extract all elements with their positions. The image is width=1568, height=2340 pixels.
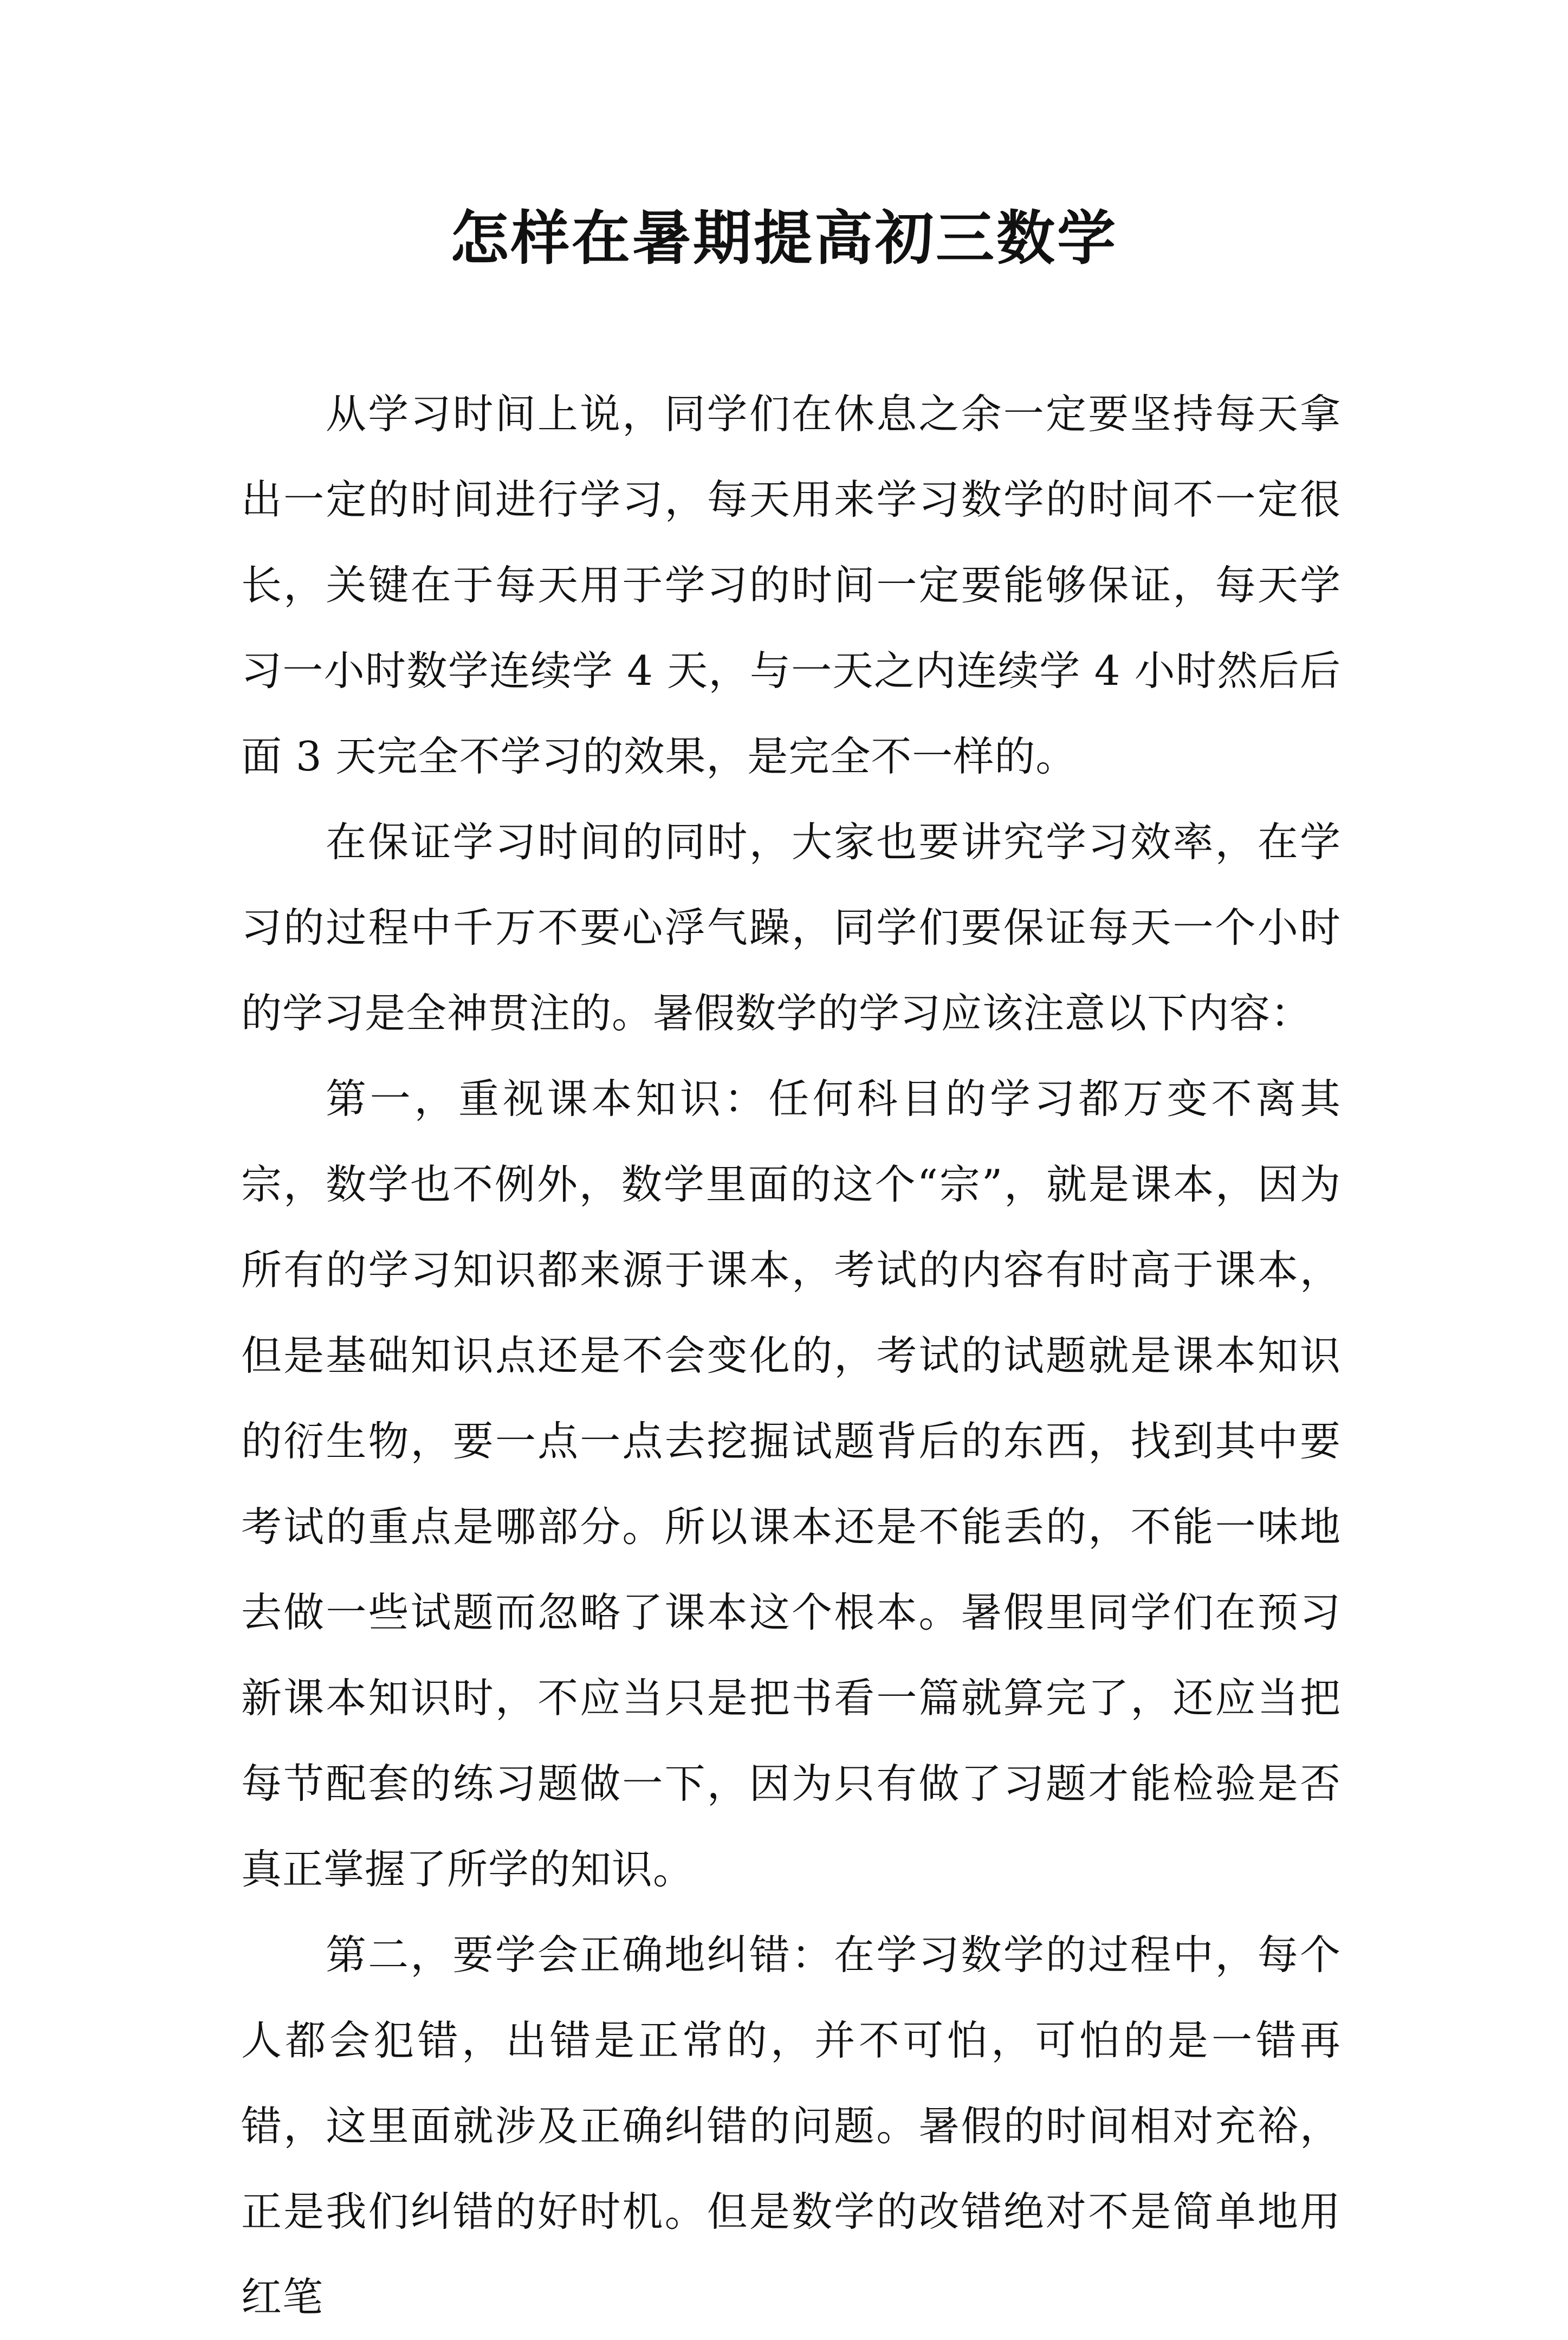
document-body — [241, 371, 1341, 2340]
paragraph-study-time: 从学习时间上说，同学们在休息之余一定要坚持每天拿出一定的时间进行学习，每天用来学习数学的时间不一定很长，关键在于每天用于学习的时间一定要能够保证，每天学习一小时数学连续学 4 天，与一天之内连续学 4 小时然后后面 3 天完全不学习的效果，是完全不一样的。 — [241, 390, 1341, 780]
document-title: 怎样在暑期提高初三数学 — [450, 204, 1118, 273]
paragraph-textbook-knowledge: 第一，重视课本知识：任何科目的学习都万变不离其宗，数学也不例外，数学里面的这个“宗”，就是课本，因为所有的学习知识都来源于课本，考试的内容有时高于课本，但是基础知识点还是不会变化的，考试的试题就是课本知识的衍生物，要一点一点去挖掘试题背后的东西，找到其中要考试的重点是哪部分。所以课本还是不能丢的，不能一味地去做一些试题而忽略了课本这个根本。暑假里同学们在预习新课本知识时，不应当只是把书看一篇就算完了，还应当把每节配套的练习题做一下，因为只有做了习题才能检验是否真正掌握了所学的知识。 — [241, 1075, 1341, 1893]
paragraph-study-efficiency: 在保证学习时间的同时，大家也要讲究学习效率，在学习的过程中千万不要心浮气躁，同学们要保证每天一个小时的学习是全神贯注的。暑假数学的学习应该注意以下内容： — [241, 818, 1341, 1037]
paragraph-error-correction: 第二，要学会正确地纠错：在学习数学的过程中，每个人都会犯错，出错是正常的，并不可怕，可怕的是一错再错，这里面就涉及正确纠错的问题。暑假的时间相对充裕，正是我们纠错的好时机。但是数学的改错绝对不是简单地用红笔 — [241, 1931, 1341, 2321]
